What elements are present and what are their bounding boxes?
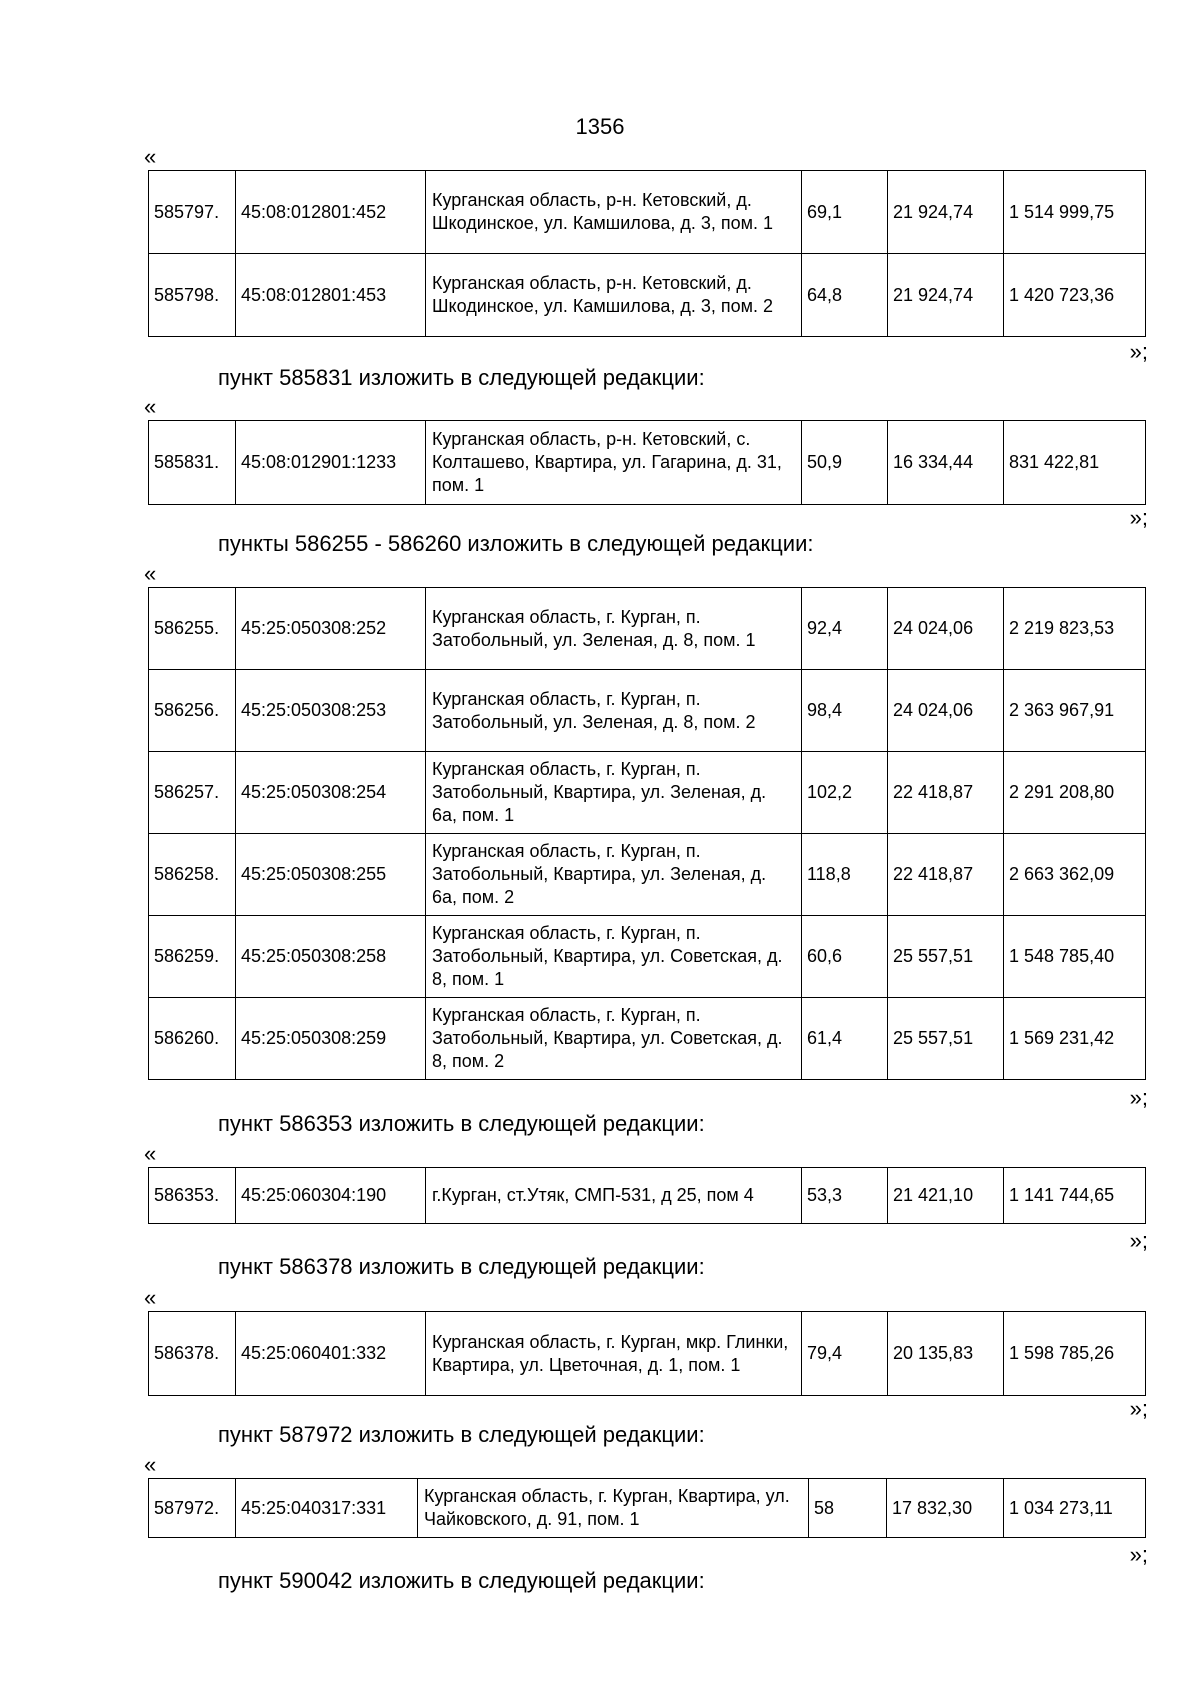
cadastral-number: 45:25:060304:190 <box>236 1168 426 1224</box>
area: 118,8 <box>802 834 888 916</box>
cadastral-number: 45:25:060401:332 <box>236 1312 426 1396</box>
row-number: 586255. <box>149 588 236 670</box>
cadastral-number: 45:25:050308:254 <box>236 752 426 834</box>
open-quote: « <box>144 1452 157 1477</box>
total: 831 422,81 <box>1004 421 1146 505</box>
address: г.Курган, ст.Утяк, СМП-531, д 25, пом 4 <box>426 1168 802 1224</box>
price: 22 418,87 <box>888 834 1004 916</box>
table-row <box>149 1168 1146 1224</box>
row-number: 586378. <box>149 1312 236 1396</box>
table-row <box>149 171 1146 254</box>
area: 60,6 <box>802 916 888 998</box>
area: 50,9 <box>802 421 888 505</box>
total: 1 514 999,75 <box>1004 171 1146 254</box>
total: 2 363 967,91 <box>1004 670 1146 752</box>
close-quote: »; <box>1129 1228 1148 1253</box>
address: Курганская область, г. Курган, п. Затобольный, Квартира, ул. Зеленая, д. 6а, пом. 2 <box>426 834 802 916</box>
price: 21 924,74 <box>888 171 1004 254</box>
open-quote: « <box>144 144 157 169</box>
cadastral-number: 45:25:050308:252 <box>236 588 426 670</box>
row-number: 586258. <box>149 834 236 916</box>
table-row <box>149 588 1146 670</box>
address: Курганская область, г. Курган, мкр. Глинки, Квартира, ул. Цветочная, д. 1, пом. 1 <box>426 1312 802 1396</box>
table-row <box>149 1312 1146 1396</box>
cadastral-number: 45:25:050308:259 <box>236 998 426 1080</box>
cadastral-number: 45:25:050308:258 <box>236 916 426 998</box>
instruction-text: пункт 585831 изложить в следующей редакции: <box>218 365 705 390</box>
price: 24 024,06 <box>888 588 1004 670</box>
cadastral-number: 45:08:012801:452 <box>236 171 426 254</box>
area: 92,4 <box>802 588 888 670</box>
open-quote: « <box>144 394 157 419</box>
address: Курганская область, г. Курган, Квартира, ул. Чайковского, д. 91, пом. 1 <box>418 1479 809 1538</box>
table-row <box>149 1479 1146 1538</box>
table-row <box>149 670 1146 752</box>
table-row <box>149 752 1146 834</box>
row-number: 586260. <box>149 998 236 1080</box>
address: Курганская область, г. Курган, п. Затобольный, Квартира, ул. Советская, д. 8, пом. 1 <box>426 916 802 998</box>
instruction-text: пункты 586255 - 586260 изложить в следующей редакции: <box>218 531 814 556</box>
price: 25 557,51 <box>888 916 1004 998</box>
area: 64,8 <box>802 254 888 337</box>
table-row <box>149 421 1146 505</box>
address: Курганская область, г. Курган, п. Затобольный, ул. Зеленая, д. 8, пом. 1 <box>426 588 802 670</box>
area: 98,4 <box>802 670 888 752</box>
row-number: 586256. <box>149 670 236 752</box>
total: 2 663 362,09 <box>1004 834 1146 916</box>
close-quote: »; <box>1129 1396 1148 1421</box>
close-quote: »; <box>1129 1542 1148 1567</box>
row-number: 585831. <box>149 421 236 505</box>
instruction-text: пункт 590042 изложить в следующей редакции: <box>218 1568 705 1593</box>
instruction-text: пункт 586353 изложить в следующей редакции: <box>218 1111 705 1136</box>
total: 2 219 823,53 <box>1004 588 1146 670</box>
address: Курганская область, г. Курган, п. Затобольный, Квартира, ул. Зеленая, д. 6а, пом. 1 <box>426 752 802 834</box>
area: 69,1 <box>802 171 888 254</box>
table-block-0 <box>148 170 1146 337</box>
price: 24 024,06 <box>888 670 1004 752</box>
price: 21 421,10 <box>888 1168 1004 1224</box>
table-block-5 <box>148 1478 1146 1538</box>
cadastral-number: 45:25:040317:331 <box>236 1479 418 1538</box>
address: Курганская область, р-н. Кетовский, д. Шкодинское, ул. Камшилова, д. 3, пом. 1 <box>426 171 802 254</box>
close-quote: »; <box>1129 505 1148 530</box>
price: 20 135,83 <box>888 1312 1004 1396</box>
table-row <box>149 834 1146 916</box>
total: 1 034 273,11 <box>1004 1479 1146 1538</box>
open-quote: « <box>144 1141 157 1166</box>
total: 2 291 208,80 <box>1004 752 1146 834</box>
open-quote: « <box>144 561 157 586</box>
cadastral-number: 45:08:012801:453 <box>236 254 426 337</box>
table-row <box>149 916 1146 998</box>
address: Курганская область, г. Курган, п. Затобольный, Квартира, ул. Советская, д. 8, пом. 2 <box>426 998 802 1080</box>
instruction-text: пункт 587972 изложить в следующей редакции: <box>218 1422 705 1447</box>
page-number: 1356 <box>575 114 625 139</box>
close-quote: »; <box>1129 339 1148 364</box>
cadastral-number: 45:25:050308:255 <box>236 834 426 916</box>
address: Курганская область, г. Курган, п. Затобольный, ул. Зеленая, д. 8, пом. 2 <box>426 670 802 752</box>
price: 17 832,30 <box>887 1479 1004 1538</box>
price: 16 334,44 <box>888 421 1004 505</box>
total: 1 569 231,42 <box>1004 998 1146 1080</box>
row-number: 585798. <box>149 254 236 337</box>
row-number: 587972. <box>149 1479 236 1538</box>
area: 53,3 <box>802 1168 888 1224</box>
price: 21 924,74 <box>888 254 1004 337</box>
instruction-text: пункт 586378 изложить в следующей редакции: <box>218 1254 705 1279</box>
row-number: 586259. <box>149 916 236 998</box>
total: 1 598 785,26 <box>1004 1312 1146 1396</box>
price: 22 418,87 <box>888 752 1004 834</box>
table-block-2 <box>148 587 1146 1080</box>
table-row <box>149 254 1146 337</box>
price: 25 557,51 <box>888 998 1004 1080</box>
close-quote: »; <box>1129 1085 1148 1110</box>
area: 58 <box>809 1479 887 1538</box>
row-number: 586353. <box>149 1168 236 1224</box>
area: 79,4 <box>802 1312 888 1396</box>
row-number: 586257. <box>149 752 236 834</box>
table-block-3 <box>148 1167 1146 1224</box>
cadastral-number: 45:25:050308:253 <box>236 670 426 752</box>
table-block-1 <box>148 420 1146 505</box>
area: 102,2 <box>802 752 888 834</box>
area: 61,4 <box>802 998 888 1080</box>
open-quote: « <box>144 1285 157 1310</box>
row-number: 585797. <box>149 171 236 254</box>
total: 1 548 785,40 <box>1004 916 1146 998</box>
address: Курганская область, р-н. Кетовский, д. Шкодинское, ул. Камшилова, д. 3, пом. 2 <box>426 254 802 337</box>
cadastral-number: 45:08:012901:1233 <box>236 421 426 505</box>
table-block-4 <box>148 1311 1146 1396</box>
total: 1 141 744,65 <box>1004 1168 1146 1224</box>
table-row <box>149 998 1146 1080</box>
total: 1 420 723,36 <box>1004 254 1146 337</box>
address: Курганская область, р-н. Кетовский, с. Колташево, Квартира, ул. Гагарина, д. 31, пом. 1 <box>426 421 802 505</box>
